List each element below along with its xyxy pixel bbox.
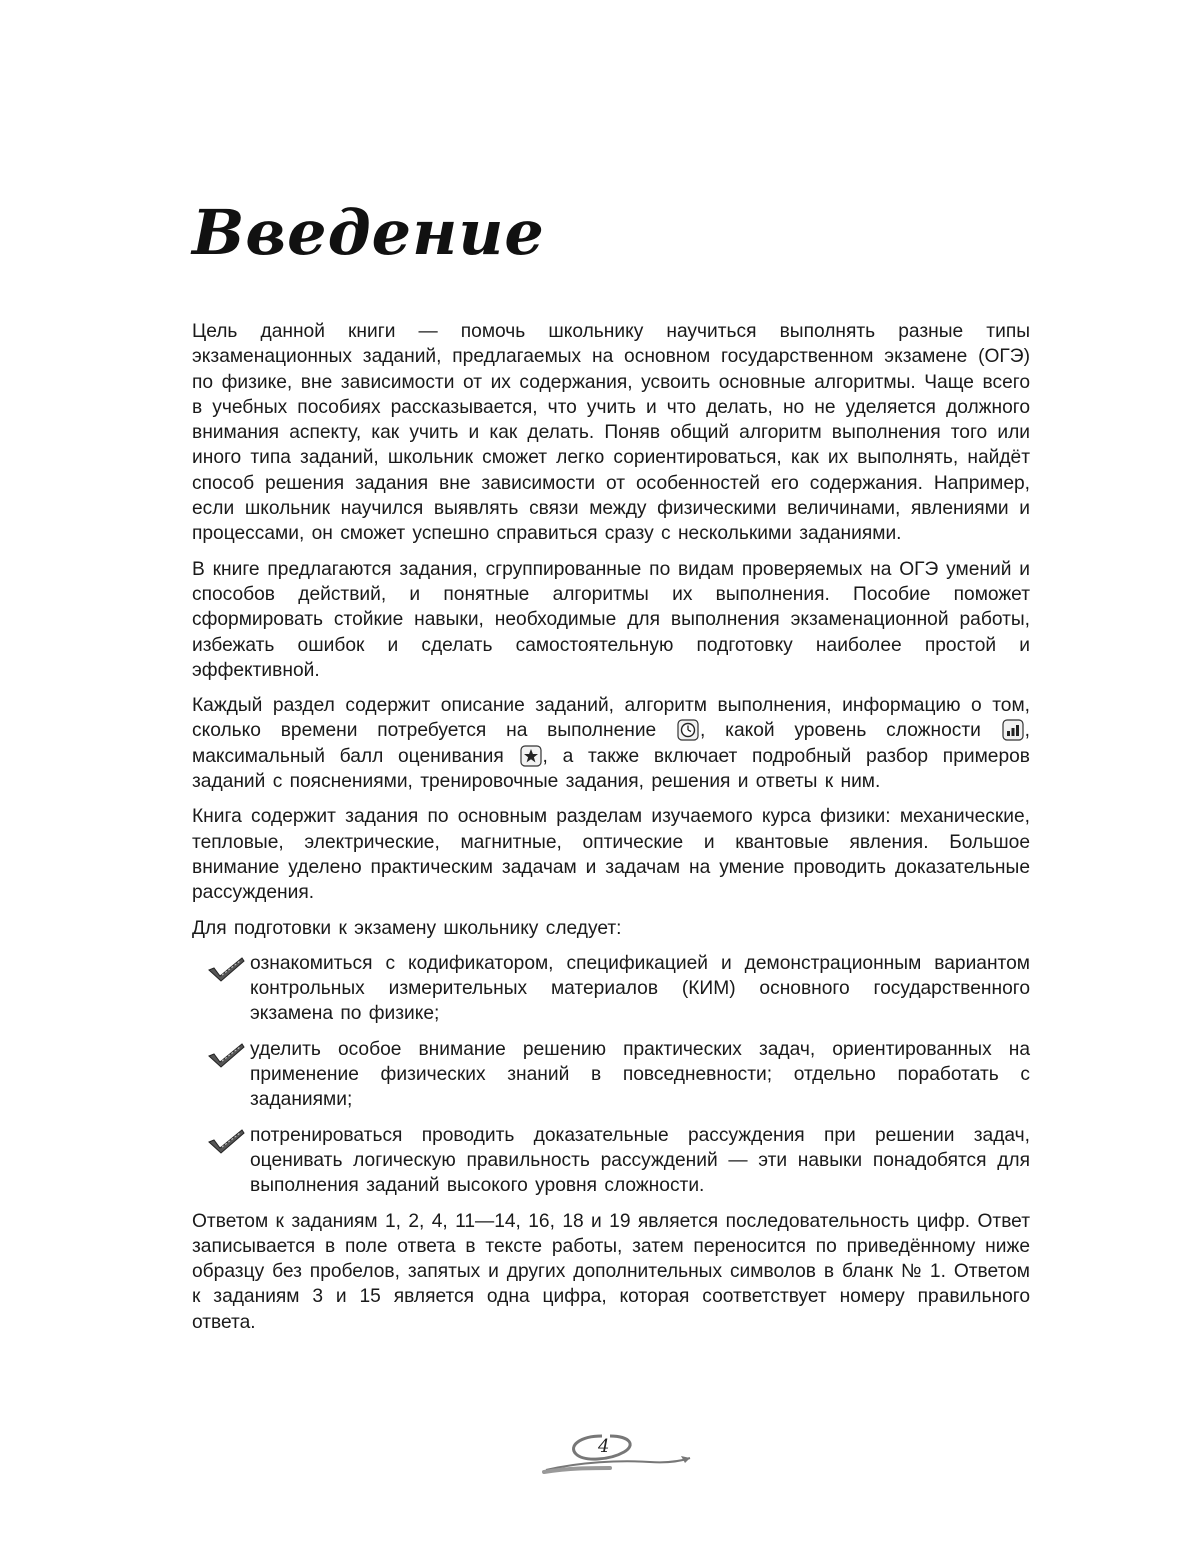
paragraph-sections xyxy=(192,693,1030,794)
star-icon xyxy=(520,745,542,767)
page-swirl-icon xyxy=(540,1432,700,1502)
page-title: Введение xyxy=(192,196,545,269)
check-icon xyxy=(206,1041,246,1069)
paragraph-answers: Ответом к заданиям 1, 2, 4, 11—14, 16, 18 и 19 является последовательность цифр. Ответ записывается в поле ответа в тексте работы, затем переносится по приведённому ниже образцу без пробелов, запятых и других дополнительных символов в бланк № 1. Ответом к заданиям 3 и 15 является одна цифра, которая соответствует номеру правильного ответа. xyxy=(192,1210,1030,1333)
paragraph-sections-text-2: , какой уровень сложности xyxy=(700,720,1001,742)
paragraph-preparation: Для подготовки к экзамену школьнику следует: xyxy=(192,917,622,939)
paragraph-purpose: Цель данной книги — помочь школьнику научиться выполнять разные типы экзаменационных заданий, предлагаемых на основном государственном экзамене (ОГЭ) по физике, вне зависимости от их содержания, усвоить основные алгоритмы. Чаще всего в учебных пособиях рассказывается, что учить и что делать, но не уделяется должного внимания аспекту, как учить и как делать. Поняв общий алгоритм выполнения того или иного типа заданий, школьник сможет легко сориентироваться, как их выполнять, найдёт способ решения задания вне зависимости от особенностей его содержания. Например, если школьник научился выявлять связи между физическими величинами, явлениями и процессами, он сможет успешно справиться сразу с несколькими заданиями. xyxy=(192,321,1030,545)
check-icon xyxy=(206,1127,246,1155)
clock-icon xyxy=(677,719,699,741)
page-number: 4 xyxy=(598,1436,610,1457)
list-item-text: ознакомиться с кодификатором, спецификацией и демонстрационным вариантом контрольных измерительных материалов (КИМ) основного государственного экзамена по физике; xyxy=(250,952,1030,1025)
paragraph-sections-text-4: , а также включает подробный разбор примеров заданий с пояснениями, тренировочные задания, решения и ответы к ним. xyxy=(192,745,1030,793)
paragraph-tasks: В книге предлагаются задания, сгруппированные по видам проверяемых на ОГЭ умений и способов действий, и понятные алгоритмы их выполнения. Пособие поможет сформировать стойкие навыки, необходимые для выполнения экзаменационной работы, избежать ошибок и сделать самостоятельную подготовку наиболее простой и эффективной. xyxy=(192,558,1030,681)
bar-chart-icon xyxy=(1002,719,1024,741)
paragraph-content: Книга содержит задания по основным разделам изучаемого курса физики: механические, тепловые, электрические, магнитные, оптические и квантовые явления. Большое внимание уделено практическим задачам и задачам на умение проводить доказательные рассуждения. xyxy=(192,806,1030,904)
list-item xyxy=(192,951,1030,1027)
list-item-text: уделить особое внимание решению практических задач, ориентированных на применение физических знаний в повседневности; отдельно поработать с заданиями; xyxy=(250,1038,1030,1111)
check-icon xyxy=(206,955,246,983)
page-footer xyxy=(540,1432,700,1502)
main-text xyxy=(192,319,1030,1345)
list-item xyxy=(192,1037,1030,1113)
paragraph-sections-text-1: Каждый раздел содержит описание заданий, алгоритм выполнения, информацию о том, сколько времени потребуется на выполнение xyxy=(192,695,1030,742)
preparation-list xyxy=(192,951,1030,1199)
list-item-text: потренироваться проводить доказательные рассуждения при решении задач, оценивать логическую правильность рассуждений — эти навыки понадобятся для выполнения заданий высокого уровня сложности. xyxy=(250,1124,1030,1197)
list-item xyxy=(192,1123,1030,1199)
paragraph-sections-text-3: , максимальный балл оценивания xyxy=(192,720,1030,767)
